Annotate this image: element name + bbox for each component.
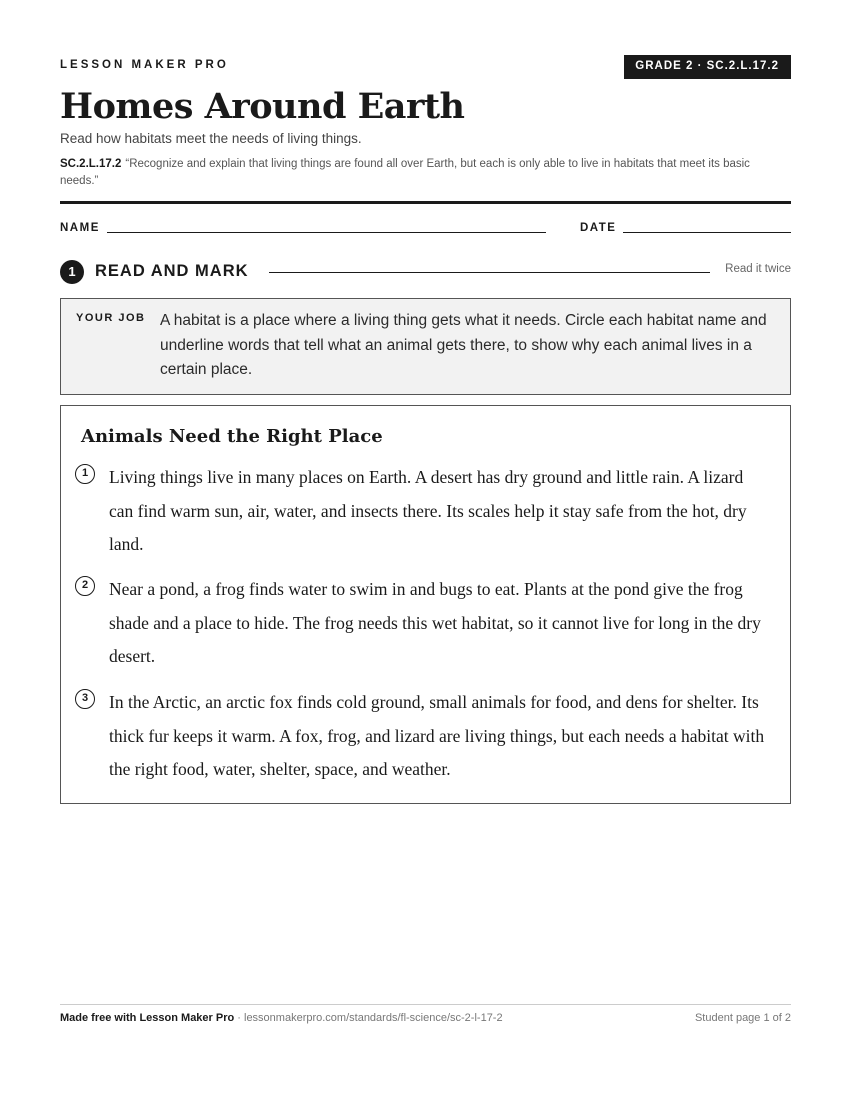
standard-code: SC.2.L.17.2 bbox=[60, 158, 122, 170]
instructions-label: YOUR JOB bbox=[76, 312, 146, 324]
brand-name: LESSON MAKER PRO bbox=[60, 59, 229, 71]
name-label: NAME bbox=[60, 222, 100, 234]
standard-statement bbox=[60, 156, 791, 190]
page-subtitle: Read how habitats meet the needs of living things. bbox=[60, 131, 362, 146]
footer-url[interactable]: · lessonmakerpro.com/standards/fl-science/sc-2-l-17-2 bbox=[234, 1012, 503, 1024]
top-bar bbox=[60, 55, 791, 79]
section-header bbox=[60, 260, 791, 284]
paragraph-text: Near a pond, a frog finds water to swim in and bugs to eat. Plants at the pond give the frog shade and a place to hide. The frog needs this wet habitat, so it cannot live for long in the dry desert. bbox=[109, 579, 761, 666]
standard-text: “Recognize and explain that living things are found all over Earth, but each is only able to live in habitats that meet its basic needs.” bbox=[60, 158, 750, 187]
paragraph-text: In the Arctic, an arctic fox finds cold ground, small animals for food, and dens for shelter. Its thick fur keeps it warm. A fox, frog, and lizard are living things, but each needs a habitat with the right food, water, shelter, space, and weather. bbox=[109, 692, 765, 779]
paragraph-number: 2 bbox=[75, 576, 95, 596]
footer-made-with: Made free with Lesson Maker Pro bbox=[60, 1012, 235, 1024]
date-field-line[interactable] bbox=[623, 232, 791, 233]
instructions-box bbox=[60, 298, 791, 395]
section-divider bbox=[269, 272, 710, 273]
footer-credit bbox=[60, 1012, 503, 1024]
date-label: DATE bbox=[580, 222, 617, 234]
reading-passage bbox=[60, 405, 791, 804]
footer-divider bbox=[60, 1004, 791, 1005]
header-divider bbox=[60, 201, 791, 204]
passage-title: Animals Need the Right Place bbox=[81, 426, 383, 447]
instructions-text: A habitat is a place where a living thing gets what it needs. Circle each habitat name and underline words that tell what an animal gets there, to show why each animal lives in a certain place. bbox=[160, 312, 767, 378]
paragraph-number: 1 bbox=[75, 464, 95, 484]
name-field-line[interactable] bbox=[107, 232, 546, 233]
section-number-badge: 1 bbox=[60, 260, 84, 284]
footer-page-number: Student page 1 of 2 bbox=[694, 1012, 791, 1024]
paragraph-text: Living things live in many places on Earth. A desert has dry ground and little rain. A lizard can find warm sun, air, water, and insects there. Its scales help it stay safe from the hot, dry land. bbox=[109, 467, 747, 554]
section-note: Read it twice bbox=[725, 263, 791, 275]
page-title: Homes Around Earth bbox=[60, 86, 465, 127]
section-title: READ AND MARK bbox=[95, 262, 249, 280]
paragraph-number: 3 bbox=[75, 689, 95, 709]
grade-badge: GRADE 2 · SC.2.L.17.2 bbox=[624, 55, 791, 79]
